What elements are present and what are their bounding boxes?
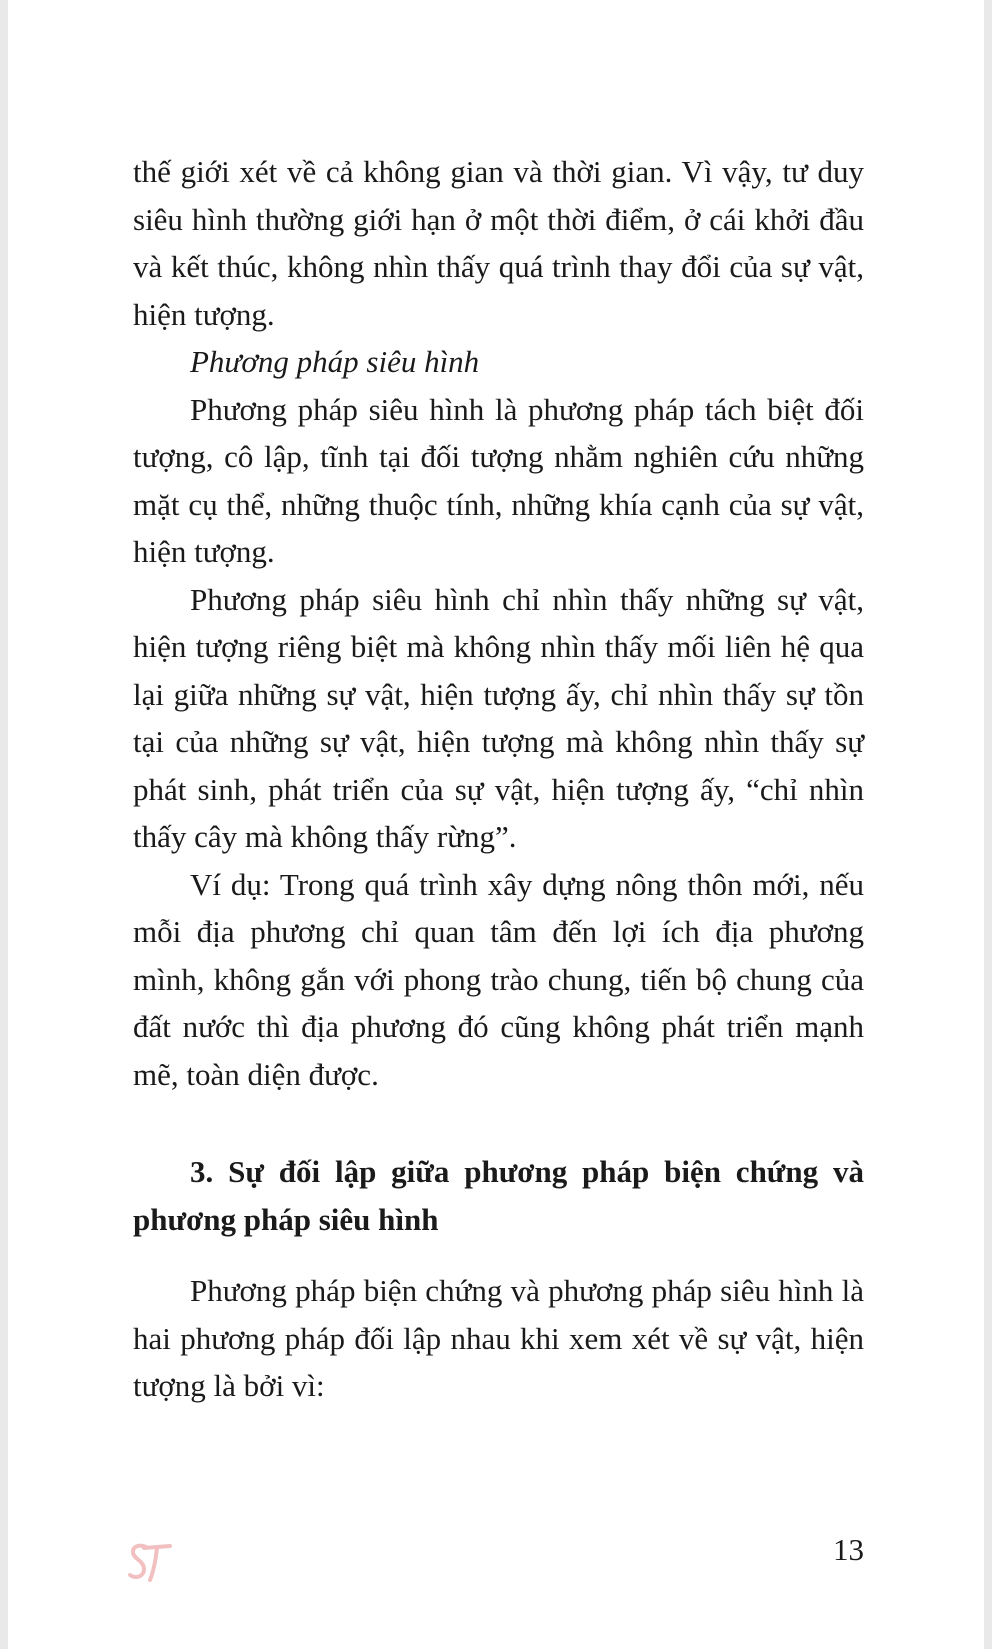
paragraph-continuation: thế giới xét về cả không gian và thời gian. Vì vậy, tư duy siêu hình thường giới hạn ở một thời điểm, ở cái khởi đầu và kết thúc, không nhìn thấy quá trình thay đổi của sự vật, hiện tượng. — [133, 154, 864, 332]
paragraph-section-intro: Phương pháp biện chứng và phương pháp siêu hình là hai phương pháp đối lập nhau khi xem xét về sự vật, hiện tượng là bởi vì: — [133, 1273, 864, 1403]
section-heading-3: 3. Sự đối lập giữa phương pháp biện chứng và phương pháp siêu hình — [133, 1154, 864, 1237]
page-number: 13 — [833, 1532, 864, 1567]
page-content — [133, 148, 864, 1410]
subheading-phuong-phap-sieu-hinh: Phương pháp siêu hình — [190, 344, 480, 379]
publisher-logo-icon — [126, 1538, 176, 1588]
book-page — [8, 0, 984, 1649]
paragraph-description: Phương pháp siêu hình chỉ nhìn thấy những sự vật, hiện tượng riêng biệt mà không nhìn thấy mối liên hệ qua lại giữa những sự vật, hiện tượng ấy, chỉ nhìn thấy sự tồn tại của những sự vật, hiện tượng mà không nhìn thấy sự phát sinh, phát triển của sự vật, hiện tượng ấy, “chỉ nhìn thấy cây mà không thấy rừng”. — [133, 581, 864, 854]
paragraph-definition: Phương pháp siêu hình là phương pháp tách biệt đối tượng, cô lập, tĩnh tại đối tượng nhằm nghiên cứu những mặt cụ thể, những thuộc tính, những khía cạnh của sự vật, hiện tượng. — [133, 391, 864, 569]
paragraph-example: Ví dụ: Trong quá trình xây dựng nông thôn mới, nếu mỗi địa phương chỉ quan tâm đến lợi ích địa phương mình, không gắn với phong trào chung, tiến bộ chung của đất nước thì địa phương đó cũng không phát triển mạnh mẽ, toàn diện được. — [133, 866, 864, 1092]
